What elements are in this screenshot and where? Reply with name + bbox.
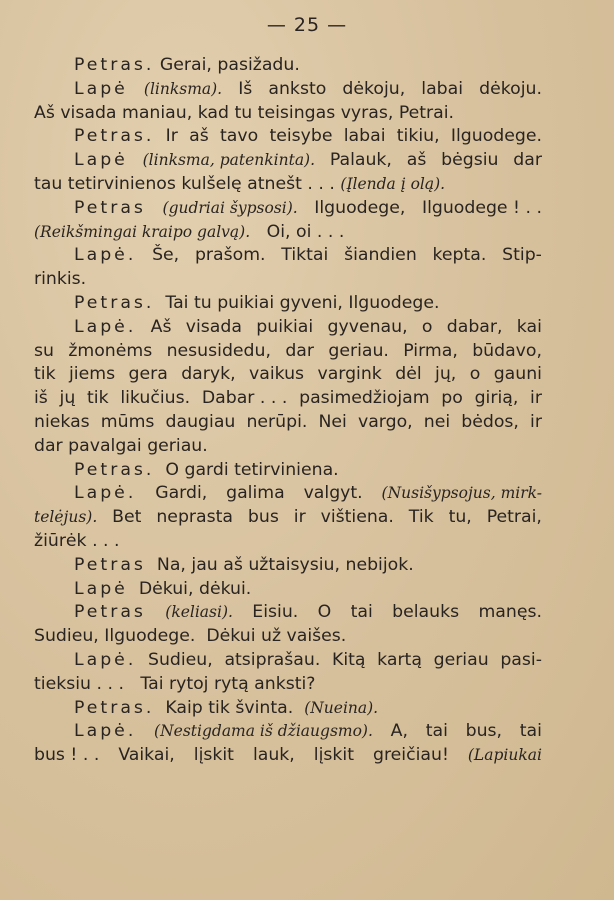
speaker-name: Petras bbox=[74, 197, 146, 218]
speaker-name: Lapė. bbox=[74, 245, 137, 266]
speaker-name: Petras bbox=[74, 602, 146, 623]
dialogue-text: manęs. bbox=[478, 602, 542, 623]
speaker-name: Petras bbox=[74, 554, 146, 575]
dialogue-text: ir bbox=[530, 411, 542, 432]
dialogue-text: Ilguodege ! . . bbox=[421, 197, 542, 218]
speaker-name: Lapė. bbox=[74, 483, 137, 504]
dialogue-text: girią, bbox=[474, 388, 519, 409]
dialogue-text: o bbox=[469, 364, 481, 385]
dialogue-text: pasimedžiojam bbox=[299, 388, 430, 409]
text-line bbox=[34, 744, 542, 768]
speaker-name: Lapė bbox=[74, 578, 128, 599]
dialogue-text: su bbox=[34, 340, 54, 361]
dialogue-text: vargink bbox=[317, 364, 382, 385]
text-line bbox=[34, 482, 542, 506]
text-line bbox=[34, 459, 542, 483]
dialogue-text: dar pavalgai geriau. bbox=[34, 435, 208, 456]
dialogue-text: lįskit bbox=[193, 745, 234, 766]
dialogue-text: Dėkui, dėkui. bbox=[127, 578, 252, 599]
stage-direction: (linksma). bbox=[143, 79, 223, 98]
speaker-name: Petras. bbox=[74, 292, 155, 313]
dialogue-text: geriau. bbox=[328, 340, 389, 361]
dialogue-text: gera bbox=[128, 364, 168, 385]
dialogue-text: tik bbox=[87, 388, 109, 409]
speaker-name: Lapė. bbox=[74, 649, 137, 670]
text-line bbox=[34, 221, 542, 245]
dialogue-text: vaikus bbox=[249, 364, 305, 385]
stage-direction: telėjus). bbox=[34, 508, 98, 527]
dialogue-text: Sudieu, bbox=[147, 649, 213, 670]
dialogue-text: bėdos, bbox=[461, 411, 519, 432]
text-line bbox=[34, 601, 542, 625]
dialogue-text: Tai tu puikiai gyveni, Ilguodege. bbox=[154, 292, 440, 313]
text-line bbox=[34, 149, 542, 173]
dialogue-text: Vaikai, bbox=[118, 745, 175, 766]
dialogue-text: ir bbox=[530, 388, 542, 409]
text-line bbox=[34, 506, 542, 530]
speaker-name: Lapė. bbox=[74, 316, 137, 337]
dialogue-text: valgyt. bbox=[303, 483, 363, 504]
dialogue-text: tau tetirvinienos kulšelę atnešt . . . bbox=[34, 173, 341, 194]
dialogue-text: daryk, bbox=[181, 364, 236, 385]
text-line bbox=[34, 292, 542, 316]
dialogue-text: pasi- bbox=[500, 649, 542, 670]
speaker-name: Petras. bbox=[74, 126, 155, 147]
speaker-name: Lapė. bbox=[74, 721, 137, 742]
dialogue-text: Kitą bbox=[331, 649, 366, 670]
dialogue-text: prašom. bbox=[194, 245, 266, 266]
dialogue-text: Iš bbox=[238, 78, 253, 99]
stage-direction: (linksma, patenkinta). bbox=[142, 151, 316, 170]
dialogue-text: likučius. bbox=[120, 388, 191, 409]
dialogue-text: niekas bbox=[34, 411, 90, 432]
text-line bbox=[34, 102, 542, 126]
page-number: — 25 — bbox=[266, 14, 348, 36]
dialogue-text: žmonėms bbox=[68, 340, 153, 361]
dialogue-text: teisybe bbox=[269, 126, 333, 147]
dialogue-text: geriau bbox=[433, 649, 489, 670]
text-line bbox=[34, 363, 542, 387]
dialogue-text: bus, bbox=[465, 721, 503, 742]
dialogue-text: Stip- bbox=[502, 245, 542, 266]
dialogue-text: bus bbox=[247, 507, 279, 528]
dialogue-text: Gardi, bbox=[155, 483, 208, 504]
text-line bbox=[34, 720, 542, 744]
dialogue-text: Aš bbox=[150, 316, 172, 337]
dialogue-text: tai bbox=[350, 602, 373, 623]
dialogue-text: Gerai, pasižadu. bbox=[154, 55, 300, 75]
dialogue-text: tai bbox=[519, 721, 542, 742]
text-line bbox=[34, 649, 542, 673]
dialogue-text: po bbox=[441, 388, 463, 409]
stage-direction: (Nestigdama iš džiaugsmo). bbox=[154, 722, 373, 741]
text-line bbox=[34, 125, 542, 149]
speaker-name: Petras. bbox=[74, 697, 155, 718]
dialogue-text: tikiu, bbox=[396, 126, 440, 147]
dialogue-text: dar bbox=[513, 150, 542, 171]
dialogue-text: Tiktai bbox=[281, 245, 329, 266]
dialogue-text: šiandien bbox=[344, 245, 417, 266]
text-line bbox=[34, 316, 542, 340]
stage-direction: (Lapiukai bbox=[467, 746, 542, 765]
dialogue-text: kepta. bbox=[432, 245, 487, 266]
text-line bbox=[34, 173, 542, 197]
dialogue-text: Ir bbox=[165, 126, 178, 147]
dialogue-text: aš bbox=[406, 150, 427, 171]
dialogue-text: Sudieu, Ilguodege. Dėkui už vaišes. bbox=[34, 626, 347, 647]
dialogue-text: jiems bbox=[69, 364, 116, 385]
dialogue-text: Nei bbox=[318, 411, 347, 432]
text-line bbox=[34, 578, 542, 602]
dialogue-text: O gardi tetirviniena. bbox=[154, 459, 339, 480]
dialogue-text: A, bbox=[390, 721, 408, 742]
dialogue-text: tavo bbox=[220, 126, 259, 147]
text-line bbox=[34, 340, 542, 364]
dialogue-text: greičiau! bbox=[372, 745, 449, 766]
stage-direction: (gudriai šypsosi). bbox=[162, 198, 298, 217]
dialogue-text: dar bbox=[285, 340, 314, 361]
dialogue-text: nei bbox=[423, 411, 451, 432]
dialogue-text: mūms bbox=[100, 411, 155, 432]
text-line bbox=[34, 554, 542, 578]
dialogue-text: lįskit bbox=[313, 745, 354, 766]
dialogue-text: kai bbox=[516, 316, 542, 337]
dialogue-text: gauni bbox=[493, 364, 542, 385]
dialogue-text: tik bbox=[34, 364, 56, 385]
dialogue-text: Še, bbox=[152, 245, 180, 266]
dialogue-text: dėl bbox=[395, 364, 422, 385]
dialogue-text: būdavo, bbox=[472, 340, 542, 361]
dialogue-text: tieksiu . . . Tai rytoj rytą anksti? bbox=[34, 673, 316, 694]
stage-direction: (Nusišypsojus, mirk- bbox=[381, 484, 542, 503]
dialogue-text: nesusidedu, bbox=[166, 340, 271, 361]
dialogue-text: bus ! . . bbox=[34, 745, 100, 766]
dialogue-text: Ilguodege. bbox=[450, 126, 542, 147]
dialogue-text: bėgsiu bbox=[441, 150, 499, 171]
speaker-name: Petras. bbox=[74, 55, 155, 75]
dialogue-text: dabar, bbox=[446, 316, 503, 337]
text-line bbox=[34, 435, 542, 459]
dialogue-text: aš bbox=[189, 126, 209, 147]
text-line bbox=[34, 673, 542, 697]
dialogue-text: vištiena. bbox=[320, 507, 394, 528]
speaker-name: Lapė bbox=[74, 150, 128, 171]
dialogue-text: Palauk, bbox=[329, 150, 392, 171]
text-line bbox=[34, 697, 542, 721]
dialogue-text: daugiau bbox=[165, 411, 236, 432]
dialogue-text: vargo, bbox=[357, 411, 413, 432]
dialogue-text: Ilguodege, bbox=[314, 197, 406, 218]
dialogue-text: Tik bbox=[408, 507, 434, 528]
dialogue-text: dėkoju, bbox=[342, 78, 406, 99]
dialogue-text: jų bbox=[59, 388, 76, 409]
play-text bbox=[34, 54, 542, 768]
dialogue-text: rinkis. bbox=[34, 269, 87, 290]
dialogue-text: O bbox=[317, 602, 332, 623]
dialogue-text: atsiprašau. bbox=[224, 649, 321, 670]
dialogue-text: Aš visada maniau, kad tu teisingas vyras, Petrai. bbox=[34, 102, 455, 123]
dialogue-text: Oi, oi . . . bbox=[250, 221, 345, 242]
dialogue-text: kartą bbox=[377, 649, 422, 670]
dialogue-text: o bbox=[421, 316, 433, 337]
text-line bbox=[34, 268, 542, 292]
dialogue-text: Bet bbox=[112, 507, 142, 528]
dialogue-text: gyvenau, bbox=[327, 316, 408, 337]
dialogue-text: Dabar . . . bbox=[201, 388, 288, 409]
speaker-name: Lapė bbox=[74, 78, 128, 99]
text-line bbox=[34, 411, 542, 435]
dialogue-text: tai bbox=[425, 721, 448, 742]
dialogue-text: Na, jau aš užtaisysiu, nebijok. bbox=[145, 554, 414, 575]
dialogue-text: belauks bbox=[392, 602, 460, 623]
dialogue-text: dėkoju. bbox=[479, 78, 542, 99]
dialogue-text: Petrai, bbox=[486, 507, 542, 528]
dialogue-text: puikiai bbox=[256, 316, 314, 337]
text-line bbox=[34, 530, 542, 554]
text-line bbox=[34, 244, 542, 268]
dialogue-text: tu, bbox=[448, 507, 472, 528]
dialogue-text: ir bbox=[293, 507, 306, 528]
dialogue-text: anksto bbox=[268, 78, 327, 99]
dialogue-text: labai bbox=[421, 78, 464, 99]
dialogue-text: iš bbox=[34, 388, 48, 409]
stage-direction: (keliasi). bbox=[165, 603, 233, 622]
dialogue-text: žiūrėk . . . bbox=[34, 530, 120, 551]
dialogue-text: visada bbox=[185, 316, 242, 337]
speaker-name: Petras. bbox=[74, 459, 155, 480]
text-line bbox=[34, 78, 542, 102]
dialogue-text: galima bbox=[226, 483, 285, 504]
text-line bbox=[34, 625, 542, 649]
dialogue-text: Kaip tik švinta. bbox=[154, 697, 305, 718]
dialogue-text: jų, bbox=[435, 364, 457, 385]
dialogue-text: Pirma, bbox=[403, 340, 458, 361]
dialogue-text: lauk, bbox=[252, 745, 295, 766]
dialogue-text: neprasta bbox=[156, 507, 233, 528]
text-line bbox=[34, 387, 542, 411]
stage-direction: (Įlenda į olą). bbox=[340, 174, 446, 193]
dialogue-text: nerūpi. bbox=[246, 411, 308, 432]
dialogue-text: Eisiu. bbox=[252, 602, 299, 623]
text-line bbox=[34, 197, 542, 221]
stage-direction: (Reikšmingai kraipo galvą). bbox=[34, 222, 251, 241]
text-line bbox=[34, 54, 542, 78]
stage-direction: (Nueina). bbox=[304, 698, 379, 717]
dialogue-text: labai bbox=[343, 126, 386, 147]
